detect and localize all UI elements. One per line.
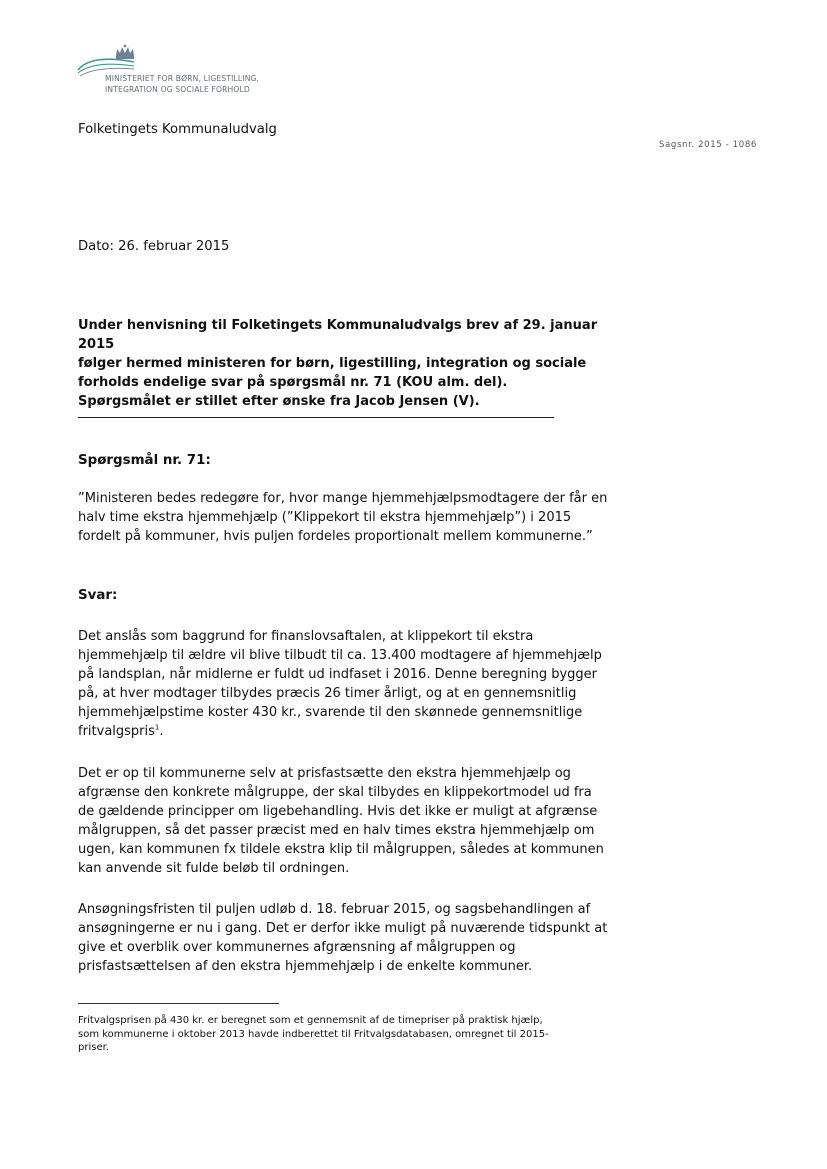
answer-heading: Svar: — [78, 588, 118, 603]
ministry-name-line1: MINISTERIET FOR BØRN, LIGESTILLING, — [105, 74, 260, 83]
case-number: Sagsnr. 2015 - 1086 — [658, 140, 757, 150]
answer-paragraph-2: Det er op til kommunerne selv at prisfastsætte den ekstra hjemmehjælp og afgrænse den konkrete målgruppe, der skal tilbydes en klippekortmodel ud fra de gældende principper om ligebehandling. Hvis det ikke er muligt at afgrænse målgruppen, så det passer præcist med en halv times ekstra hjemmehjælp om ugen, kan kommunen fx tildele ekstra klip til målgruppen, således at kommunen kan anvende sit fulde beløb til ordningen. — [78, 766, 604, 876]
answer-paragraph-1-end: . — [159, 724, 164, 739]
recipient: Folketingets Kommunaludvalg — [78, 122, 277, 137]
intro-paragraph: Under henvisning til Folketingets Kommunaludvalgs brev af 29. januar 2015 følger hermed ministeren for børn, ligestilling, integration og sociale forholds endelige svar på spørgsmål nr. 71 (KOU alm. del). Spørgsmålet er stillet efter ønske fra Jacob Jensen (V). — [78, 318, 598, 409]
question-text: ”Ministeren bedes redegøre for, hvor mange hjemmehjælpsmodtagere der får en halv time ekstra hjemmehjælp (”Klippekort til ekstra hjemmehjælp”) i 2015 fordelt på kommuner, hvis puljen fordeles proportionalt mellem kommunerne.” — [78, 491, 608, 544]
footnote-text: Fritvalgsprisen på 430 kr. er beregnet som et gennemsnit af de timepriser på praktisk hjælp, som kommunerne i oktober 2013 havde indberettet til Fritvalgsdatabasen, omregnet til 2015- priser. — [78, 1015, 549, 1053]
answer-paragraph-1-text: Det anslås som baggrund for finanslovsaftalen, at klippekort til ekstra hjemmehjælp til ældre vil blive tilbudt til ca. 13.400 modtagere af hjemmehjælp på landsplan, når midlerne er fuldt ud indfaset i 2016. Denne beregning bygger på, at hver modtager tilbydes præcis 26 timer årligt, og at en gennemsnitlig hjemmehjælpstime koster 430 kr., svarende til den skønnede gennemsnitlige fritvalgspris — [78, 629, 602, 739]
separator-line — [78, 417, 554, 418]
answer-paragraph-1 — [78, 627, 618, 741]
footnote-separator — [78, 1003, 279, 1004]
ministry-logo — [76, 44, 276, 100]
footnote-marker[interactable]: 1 — [154, 723, 160, 732]
ministry-name — [105, 74, 259, 95]
letter-date: Dato: 26. februar 2015 — [78, 239, 230, 254]
answer-paragraph-3: Ansøgningsfristen til puljen udløb d. 18. februar 2015, og sagsbehandlingen af ansøgningerne er nu i gang. Det er derfor ikke muligt på nuværende tidspunkt at give et overblik over kommunernes afgrænsning af målgruppen og prisfastsættelsen af den ekstra hjemmehjælp i de enkelte kommuner. — [78, 902, 608, 974]
question-heading: Spørgsmål nr. 71: — [78, 453, 211, 468]
ministry-name-line2: INTEGRATION OG SOCIALE FORHOLD — [105, 84, 250, 94]
